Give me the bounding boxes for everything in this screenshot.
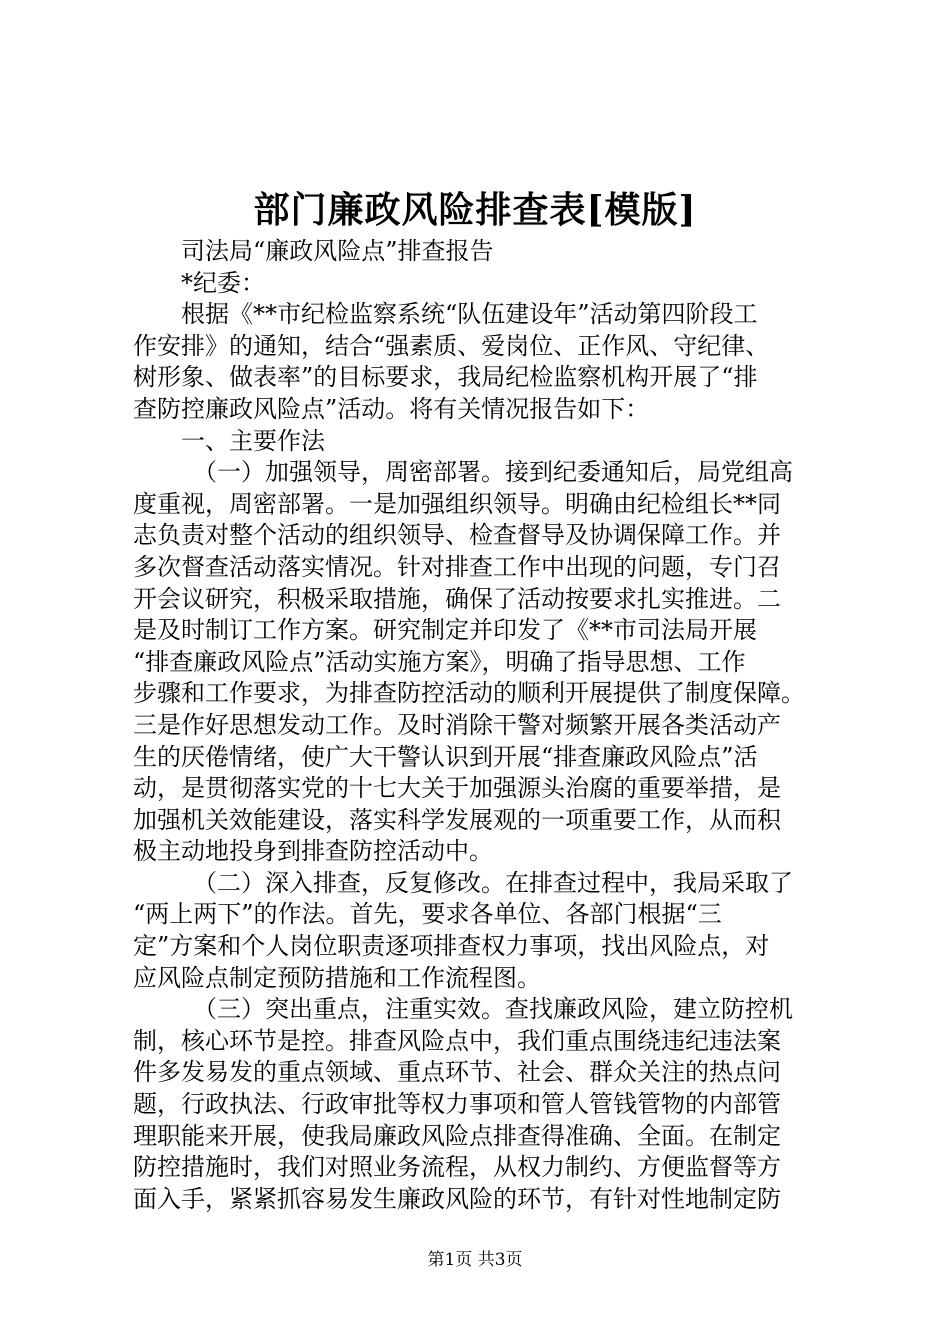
body-line: 制，核心环节是控。排查风险点中，我们重点围绕违纪违法案 xyxy=(133,1026,781,1055)
body-line: 查防控廉政风险点”活动。将有关情况报告如下： xyxy=(133,394,650,423)
page-footer: 第1页 共3页 xyxy=(427,1250,523,1270)
body-line: 步骤和工作要求，为排查防控活动的顺利开展提供了制度保障。 xyxy=(133,679,805,708)
body-line: “排查廉政风险点”活动实施方案》，明确了指导思想、工作 xyxy=(133,647,746,676)
body-line: 三是作好思想发动工作。及时消除干警对频繁开展各类活动产 xyxy=(133,710,781,739)
body-line: 加强机关效能建设，落实科学发展观的一项重要工作，从而积 xyxy=(133,805,781,834)
body-line: 多次督查活动落实情况。针对排查工作中出现的问题，专门召 xyxy=(133,552,781,581)
body-line: 根据《**市纪检监察系统“队伍建设年”活动第四阶段工 xyxy=(181,300,758,329)
document-title: 部门廉政风险排查表[模版] xyxy=(253,189,697,231)
body-line: 极主动地投身到排查防控活动中。 xyxy=(133,837,493,866)
body-line: 生的厌倦情绪，使广大干警认识到开展“排查廉政风险点”活 xyxy=(133,742,758,771)
body-line: （二）深入排查，反复修改。在排查过程中，我局采取了 xyxy=(193,868,793,897)
body-line: 定”方案和个人岗位职责逐项排查权力事项，找出风险点，对 xyxy=(133,932,770,961)
body-line: 面入手，紧紧抓容易发生廉政风险的环节，有针对性地制定防 xyxy=(133,1184,781,1213)
body-line: 动，是贯彻落实党的十七大关于加强源头治腐的重要举措，是 xyxy=(133,774,781,803)
body-line: 题，行政执法、行政审批等权力事项和管人管钱管物的内部管 xyxy=(133,1090,781,1119)
body-line: （一）加强领导，周密部署。接到纪委通知后，局党组高 xyxy=(193,458,793,487)
body-line: 一、主要作法 xyxy=(181,426,325,455)
body-line: 度重视，周密部署。一是加强组织领导。明确由纪检组长**同 xyxy=(133,489,781,518)
body-line: 防控措施时，我们对照业务流程，从权力制约、方便监督等方 xyxy=(133,1153,781,1182)
body-line: 树形象、做表率”的目标要求，我局纪检监察机构开展了“排 xyxy=(133,363,758,392)
body-line: 志负责对整个活动的组织领导、检查督导及协调保障工作。并 xyxy=(133,521,781,550)
body-line: 理职能来开展，使我局廉政风险点排查得准确、全面。在制定 xyxy=(133,1121,781,1150)
body-line: 开会议研究，积极采取措施，确保了活动按要求扎实推进。二 xyxy=(133,584,781,613)
body-line: *纪委： xyxy=(181,268,265,297)
body-line: 件多发易发的重点领域、重点环节、社会、群众关注的热点问 xyxy=(133,1058,781,1087)
body-line: 司法局“廉政风险点”排查报告 xyxy=(181,237,494,265)
body-line: （三）突出重点，注重实效。查找廉政风险，建立防控机 xyxy=(193,995,793,1024)
body-line: 是及时制订工作方案。研究制定并印发了《**市司法局开展 xyxy=(133,616,757,645)
body-line: 作安排》的通知，结合“强素质、爱岗位、正作风、守纪律、 xyxy=(133,331,770,360)
document-body xyxy=(133,236,853,1215)
body-line: “两上两下”的作法。首先，要求各单位、各部门根据“三 xyxy=(133,900,722,929)
body-line: 应风险点制定预防措施和工作流程图。 xyxy=(133,963,541,992)
